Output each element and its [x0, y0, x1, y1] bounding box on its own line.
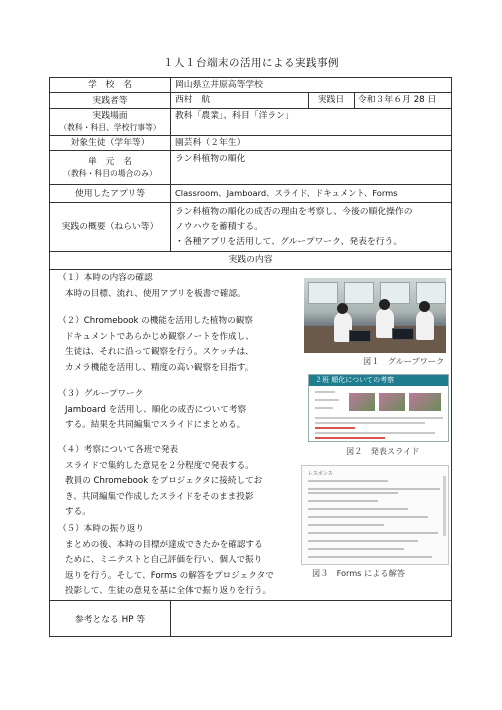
- forms-scrollbar: [443, 476, 446, 536]
- step-5: [58, 522, 274, 600]
- slide-title: ２班 順化についての考察: [309, 375, 448, 386]
- step-4-heading: （４）考察について各班で発表: [58, 445, 179, 455]
- row-school: [50, 78, 451, 93]
- step-2-line: ドキュメントであらかじめ観察ノートを作成し、: [65, 331, 254, 342]
- date-value: 令和３年６月 28 日: [358, 95, 437, 105]
- row-overview: [50, 203, 451, 252]
- overview-label: 実践の概要（ねらい等）: [50, 203, 171, 251]
- step-4-line: 教員の Chromebook をプロジェクタに接続してお: [65, 476, 263, 487]
- overview-line-3: ・各種アプリを活用して、グループワーク、発表を行う。: [175, 236, 403, 247]
- school-value: 岡山県立井原高等学校: [175, 79, 263, 90]
- step-5-line: 返りを行う。そして、Forms の解答をプロジェクタで: [65, 570, 274, 581]
- step-4-line: スライドで集約した意見を２分程度で発表する。: [65, 460, 254, 471]
- step-5-line: ために、ミニテストと自己評価を行い、個人で振り: [65, 555, 263, 566]
- scene-label: 実践場面: [92, 111, 128, 121]
- step-1-line: 本時の目標、流れ、使用アプリを板書で確認。: [65, 288, 246, 299]
- step-2-line: 生徒は、それに沿って観察を行う。スケッチは、: [65, 347, 254, 358]
- practitioner-value: 西村 航: [175, 95, 211, 105]
- practitioner-label: 実践者等: [50, 93, 171, 108]
- unit-sublabel: （教科・科目の場合のみ）: [63, 168, 157, 178]
- page-title: １人１台端末の活用による実践事例: [163, 57, 339, 69]
- step-1: [58, 271, 246, 302]
- content-header: 実践の内容: [50, 252, 451, 270]
- figure-1-caption: 図１ グループワーク: [363, 356, 445, 366]
- students-value: 園芸科（２年生）: [175, 137, 246, 148]
- forms-header: レスポンス: [308, 471, 333, 477]
- unit-label: 単 元 名: [88, 156, 132, 167]
- row-scene: [50, 109, 451, 136]
- step-3-line: Jamboard を活用し、順化の成否について考察: [65, 404, 247, 415]
- figure-2-caption: 図２ 発表スライド: [346, 446, 420, 456]
- references-label: 参考となる HP 等: [50, 601, 171, 636]
- students-label: 対象生徒（学年等）: [50, 136, 171, 150]
- practice-report-table: [49, 77, 452, 637]
- step-5-line: まとめの後、本時の目標が達成できたかを確認する: [65, 539, 263, 550]
- step-5-heading: （５）本時の振り返り: [58, 524, 144, 534]
- scene-value: 教科「農業」、科目「洋ラン」: [175, 111, 294, 121]
- school-label: 学 校 名: [50, 78, 171, 92]
- step-5-line: 投影して、生徒の意見を基に全体で振り返りを行う。: [65, 586, 272, 597]
- row-apps: [50, 185, 451, 203]
- group-work-photo: [304, 278, 446, 353]
- forms-responses: [301, 465, 449, 565]
- step-3: [58, 387, 246, 434]
- step-2-heading: （２）Chromebook の機能を活用した植物の観察: [58, 316, 253, 326]
- step-2-line: カメラ機能を活用し、精度の高い観察を目指す。: [65, 362, 254, 373]
- overview-line-2: ノウハウを蓄積する。: [175, 221, 263, 232]
- step-4-line: する。: [65, 507, 91, 518]
- step-1-heading: （１）本時の内容の確認: [58, 273, 153, 283]
- overview-line-1: ラン科植物の順化の成否の理由を考察し、今後の順化操作の: [175, 206, 413, 217]
- figure-3-caption: 図３ Forms による解答: [312, 568, 405, 578]
- step-3-line: する。結果を共同編集でスライドにまとめる。: [65, 420, 246, 431]
- row-unit: [50, 151, 451, 185]
- apps-value: Classroom、Jamboard、スライド、ドキュメント、Forms: [175, 188, 398, 198]
- practice-content: [50, 270, 451, 601]
- unit-value: ラン科植物の順化: [175, 154, 246, 164]
- scene-sublabel: （教科・科目、学校行事等）: [59, 123, 161, 132]
- step-3-heading: （３）グループワーク: [58, 389, 144, 399]
- step-2: [58, 314, 254, 376]
- apps-label: 使用したアプリ等: [50, 185, 171, 202]
- date-label: 実践日: [317, 95, 345, 105]
- row-references: [50, 601, 451, 636]
- row-practitioner: [50, 93, 451, 109]
- presentation-slide: [308, 374, 449, 442]
- row-students: [50, 136, 451, 151]
- step-4: [58, 443, 262, 521]
- step-4-line: き、共同編集で作成したスライドをそのまま投影: [65, 491, 254, 502]
